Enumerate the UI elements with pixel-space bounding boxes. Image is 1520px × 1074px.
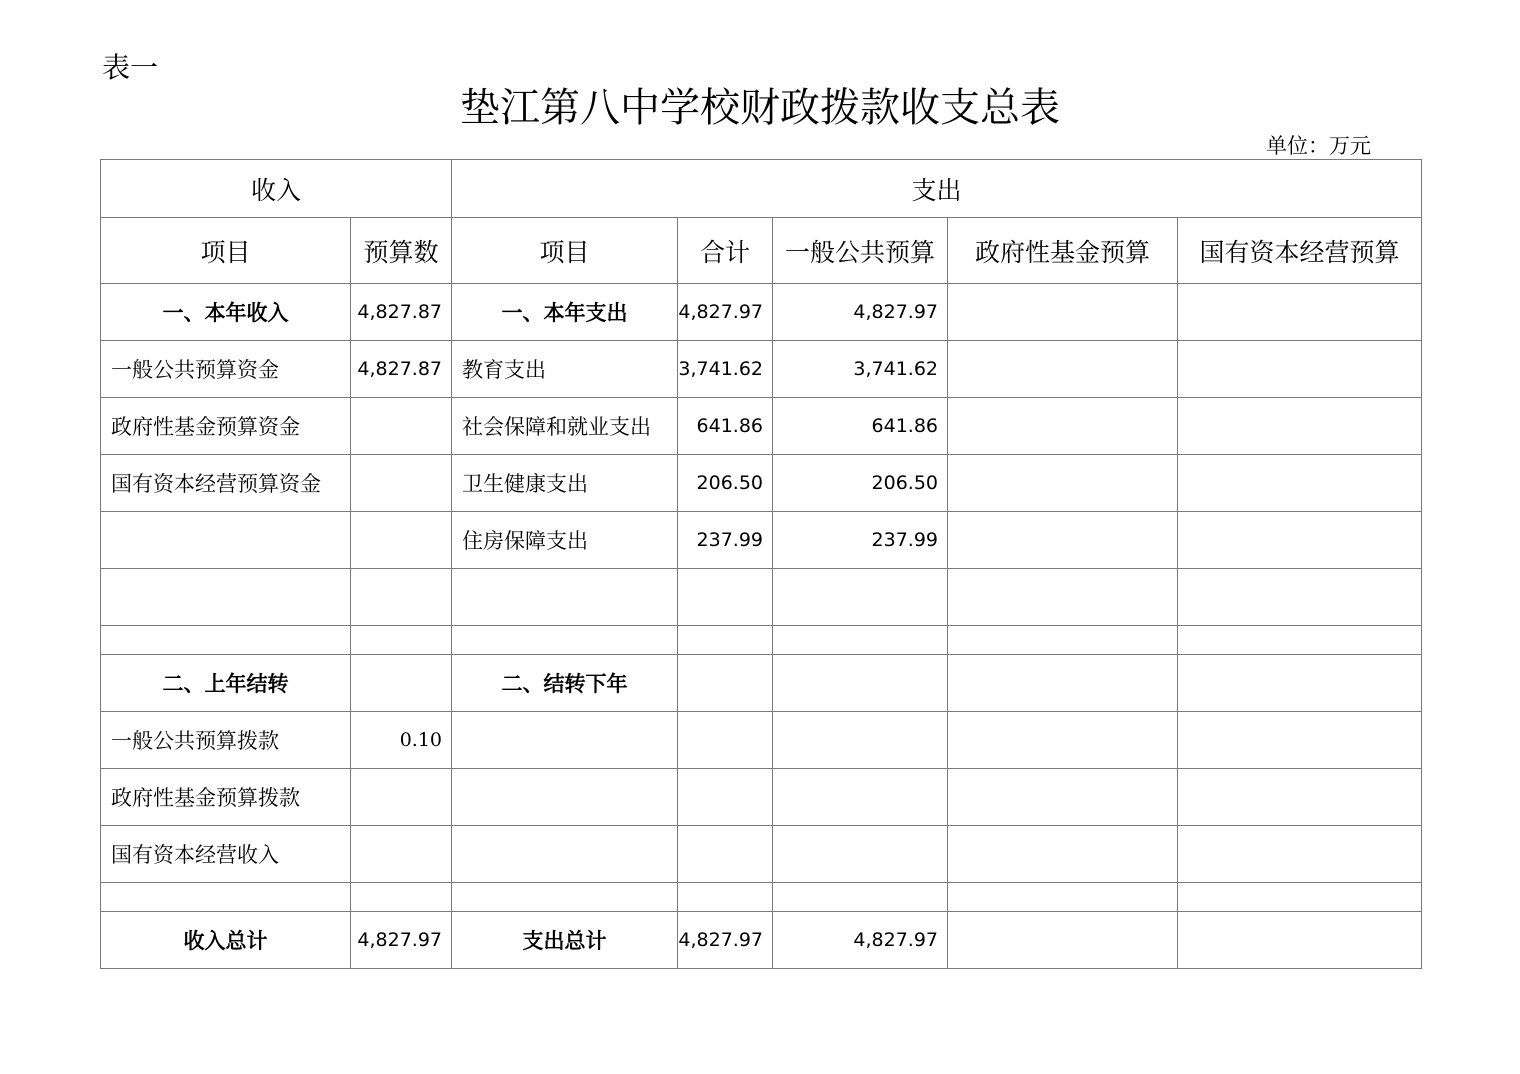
gov-fund-cell: [948, 341, 1178, 398]
table-row: [101, 398, 1422, 455]
total-cell: [678, 712, 773, 769]
table-row: [101, 826, 1422, 883]
income-item-cell: [101, 883, 351, 912]
table-row: [101, 883, 1422, 912]
gov-fund-cell: [948, 626, 1178, 655]
table-row: [101, 455, 1422, 512]
col-header-total: 合计: [678, 218, 773, 284]
general-public-cell: [773, 569, 948, 626]
income-item-cell: 一、本年收入: [101, 284, 351, 341]
page-title: 垫江第八中学校财政拨款收支总表: [460, 85, 1060, 131]
income-item-cell: [101, 512, 351, 569]
gov-fund-cell: [948, 769, 1178, 826]
general-public-cell: [773, 626, 948, 655]
gov-fund-cell: [948, 655, 1178, 712]
income-item-cell: 二、上年结转: [101, 655, 351, 712]
income-total-value: 4,827.97: [351, 912, 452, 969]
expense-item-cell: [452, 769, 678, 826]
general-public-cell: [773, 769, 948, 826]
gov-fund-cell: [948, 569, 1178, 626]
state-capital-cell: [1178, 512, 1422, 569]
income-item-cell: 一般公共预算拨款: [101, 712, 351, 769]
general-public-cell: [773, 655, 948, 712]
general-public-cell: [773, 712, 948, 769]
expense-item-cell: 社会保障和就业支出: [452, 398, 678, 455]
col-header-income-item: 项目: [101, 218, 351, 284]
gov-fund-cell: [948, 284, 1178, 341]
table-label: 表一: [102, 51, 159, 84]
total-cell: [678, 626, 773, 655]
income-budget-cell: [351, 398, 452, 455]
table-row: [101, 655, 1422, 712]
expense-item-cell: 二、结转下年: [452, 655, 678, 712]
state-capital-cell: [1178, 398, 1422, 455]
table-row: [101, 626, 1422, 655]
total-cell: 641.86: [678, 398, 773, 455]
col-header-income-budget: 预算数: [351, 218, 452, 284]
state-capital-cell: [1178, 769, 1422, 826]
income-group-header: 收入: [101, 160, 452, 218]
income-budget-cell: 0.10: [351, 712, 452, 769]
income-item-cell: 国有资本经营收入: [101, 826, 351, 883]
state-capital-cell: [1178, 569, 1422, 626]
income-budget-cell: [351, 626, 452, 655]
general-public-cell: 237.99: [773, 512, 948, 569]
income-budget-cell: 4,827.87: [351, 341, 452, 398]
total-cell: [678, 883, 773, 912]
expense-item-cell: [452, 626, 678, 655]
table-row: [101, 284, 1422, 341]
total-cell: [678, 769, 773, 826]
gov-fund-cell: [948, 398, 1178, 455]
income-budget-cell: [351, 826, 452, 883]
gov-fund-cell: [948, 912, 1178, 969]
col-header-general-public: 一般公共预算: [773, 218, 948, 284]
general-public-cell: 4,827.97: [773, 284, 948, 341]
state-capital-cell: [1178, 455, 1422, 512]
state-capital-cell: [1178, 626, 1422, 655]
income-budget-cell: [351, 769, 452, 826]
income-item-cell: [101, 569, 351, 626]
table-row: [101, 569, 1422, 626]
budget-table: [100, 159, 1422, 969]
gov-fund-cell: [948, 883, 1178, 912]
income-budget-cell: [351, 512, 452, 569]
income-budget-cell: [351, 455, 452, 512]
income-total-label: 收入总计: [101, 912, 351, 969]
gov-fund-cell: [948, 712, 1178, 769]
state-capital-cell: [1178, 284, 1422, 341]
table-row: [101, 769, 1422, 826]
total-cell: 4,827.97: [678, 912, 773, 969]
state-capital-cell: [1178, 655, 1422, 712]
expense-item-cell: [452, 712, 678, 769]
total-cell: [678, 826, 773, 883]
total-cell: 206.50: [678, 455, 773, 512]
income-item-cell: [101, 626, 351, 655]
expense-item-cell: [452, 569, 678, 626]
income-budget-cell: [351, 883, 452, 912]
state-capital-cell: [1178, 912, 1422, 969]
expense-group-header: 支出: [452, 160, 1422, 218]
unit-label: 单位：万元: [1266, 134, 1371, 158]
state-capital-cell: [1178, 712, 1422, 769]
expense-item-cell: 教育支出: [452, 341, 678, 398]
expense-item-cell: 住房保障支出: [452, 512, 678, 569]
general-public-cell: [773, 826, 948, 883]
column-header-row: [101, 218, 1422, 284]
total-cell: 3,741.62: [678, 341, 773, 398]
income-item-cell: 一般公共预算资金: [101, 341, 351, 398]
totals-row: [101, 912, 1422, 969]
expense-item-cell: [452, 826, 678, 883]
total-cell: 4,827.97: [678, 284, 773, 341]
group-header-row: [101, 160, 1422, 218]
state-capital-cell: [1178, 883, 1422, 912]
state-capital-cell: [1178, 826, 1422, 883]
income-item-cell: 政府性基金预算拨款: [101, 769, 351, 826]
general-public-cell: [773, 883, 948, 912]
expense-total-label: 支出总计: [452, 912, 678, 969]
general-public-cell: 4,827.97: [773, 912, 948, 969]
table-row: [101, 341, 1422, 398]
table-row: [101, 512, 1422, 569]
income-item-cell: 国有资本经营预算资金: [101, 455, 351, 512]
expense-item-cell: 卫生健康支出: [452, 455, 678, 512]
general-public-cell: 641.86: [773, 398, 948, 455]
general-public-cell: 3,741.62: [773, 341, 948, 398]
gov-fund-cell: [948, 826, 1178, 883]
income-budget-cell: [351, 655, 452, 712]
income-budget-cell: 4,827.87: [351, 284, 452, 341]
total-cell: [678, 569, 773, 626]
total-cell: 237.99: [678, 512, 773, 569]
col-header-gov-fund: 政府性基金预算: [948, 218, 1178, 284]
expense-item-cell: [452, 883, 678, 912]
table-row: [101, 712, 1422, 769]
gov-fund-cell: [948, 512, 1178, 569]
total-cell: [678, 655, 773, 712]
income-budget-cell: [351, 569, 452, 626]
income-item-cell: 政府性基金预算资金: [101, 398, 351, 455]
col-header-state-capital: 国有资本经营预算: [1178, 218, 1422, 284]
general-public-cell: 206.50: [773, 455, 948, 512]
expense-item-cell: 一、本年支出: [452, 284, 678, 341]
state-capital-cell: [1178, 341, 1422, 398]
gov-fund-cell: [948, 455, 1178, 512]
col-header-expense-item: 项目: [452, 218, 678, 284]
